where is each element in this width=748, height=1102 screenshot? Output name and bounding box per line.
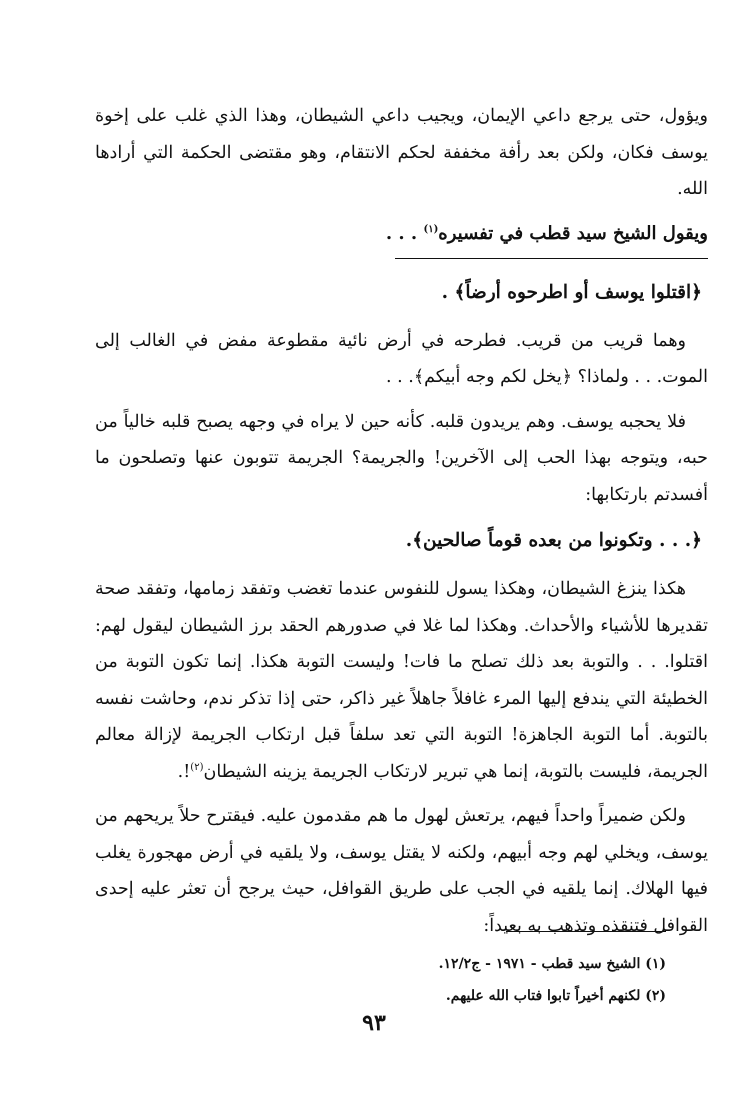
quran-quote-2: ﴿. . . وتكونوا من بعده قوماً صالحين﴾. — [405, 530, 702, 551]
heading-text: ويقول الشيخ سيد قطب في تفسيره — [438, 222, 708, 244]
paragraph-4-text: هكذا ينزغ الشيطان، وهكذا يسول للنفوس عندما تغضب وتفقد زمامها، وتفقد صحة تقديرها للأشياء والأحداث. وهكذا لما غلا في صدورهم الحقد برز الشيطان ليقول لهم: اقتلوا. . . والتوبة بعد ذلك تصلح ما فات! وليست التوبة هكذا. إنما تكون التوبة من الخطيئة التي يندفع إليها المرء غافلاً جاهلاً غير ذاكر، حتى إذا تذكر ندم، وحاشت نفسه بالتوبة. أما التوبة الجاهزة! التوبة التي تعد سلفاً قبل ارتكاب الجريمة لإزالة معالم الجريمة، فليست بالتوبة، إنما هي تبرير لارتكاب الجريمة يزينه الشيطان — [95, 579, 708, 782]
footnote-ref-2: (٢) — [190, 761, 204, 773]
paragraph-5: ولكن ضميراً واحداً فيهم، يرتعش لهول ما هم مقدمون عليه. فيقترح حلاً يريحهم من يوسف، ويخلي لهم وجه أبيهم، ولكنه لا يقتل يوسف، ولا يلقيه في أرض مهجورة يغلب فيها الهلاك. إنما يلقيه في الجب على طريق القوافل، حيث يرجح أن تعثر عليه إحدى القوافل فتنقذه وتذهب به بعيداً: — [95, 806, 708, 936]
footnote-2: (٢) لكنهم أخيراً تابوا فتاب الله عليهم. — [445, 988, 666, 1004]
footnote-ref-1: (١) — [423, 223, 439, 235]
main-text — [95, 98, 708, 952]
heading-ellipsis: . . . — [385, 222, 424, 244]
footnote-1: (١) الشيخ سيد قطب - ١٩٧١ - ج١٢/٢. — [438, 956, 666, 972]
section-heading — [95, 216, 708, 252]
paragraph-2: وهما قريب من قريب. فطرحه في أرض نائية مقطوعة مفض في الغالب إلى الموت. . . ولماذا؟ ﴿يخل لكم وجه أبيكم﴾. . . — [95, 330, 708, 387]
paragraph-4-end: !. — [177, 761, 191, 782]
heading-underline — [395, 258, 708, 259]
paragraph-1: ويؤول، حتى يرجع داعي الإيمان، ويجيب داعي الشيطان، وهذا الذي غلب على إخوة يوسف فكان، ولكن بعد رأفة مخففة لحكم الانتقام، وهو مقتضى الحكمة التي أرادها الله. — [95, 106, 708, 199]
paragraph-3: فلا يحجبه يوسف. وهم يريدون قلبه. كأنه حين لا يراه في وجهه يصبح قلبه خالياً من حبه، ويتوجه بهذا الحب إلى الآخرين! والجريمة؟ الجريمة تتوبون عنها وتصلحون ما أفسدتم بارتكابها: — [95, 411, 708, 505]
footnotes — [336, 948, 666, 1012]
paragraph-4 — [95, 571, 708, 790]
footnote-divider — [506, 931, 666, 932]
page-number: ٩٣ — [362, 1010, 386, 1036]
quran-quote-1: ﴿اقتلوا يوسف أو اطرحوه أرضاً﴾ . — [441, 281, 702, 303]
